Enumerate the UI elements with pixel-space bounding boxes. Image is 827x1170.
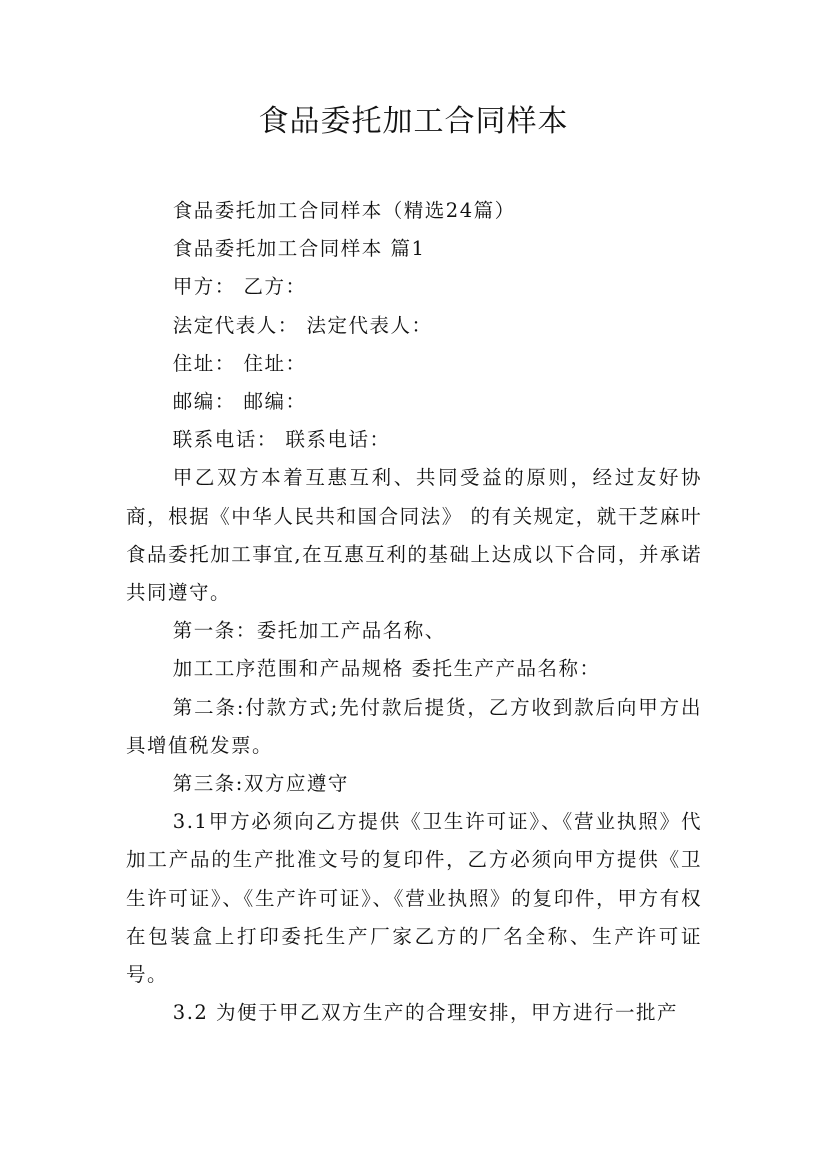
paragraph-article-1-scope: 加工工序范围和产品规格 委托生产产品名称： bbox=[172, 657, 601, 681]
document-title: 食品委托加工合同样本 bbox=[258, 104, 569, 139]
paragraph-article-1: 第一条：委托加工产品名称、 bbox=[172, 619, 446, 643]
paragraph-article-2: 第二条:付款方式;先付款后提货，乙方收到款后向甲方出具增值税发票。 bbox=[126, 695, 702, 757]
paragraph-clause-3-2: 3.2 为便于甲乙双方生产的合理安排，甲方进行一批产 bbox=[172, 1001, 679, 1025]
paragraph-legal-representative: 法定代表人： 法定代表人： bbox=[172, 313, 433, 337]
paragraph-preamble: 甲乙双方本着互惠互利、共同受益的原则，经过友好协商，根据《中华人民共和国合同法》 的有关规定，就干芝麻叶食品委托加工事宜,在互惠互利的基础上达成以下合同，并承诺共同遵守。 bbox=[126, 466, 702, 605]
paragraph-address: 住址： 住址： bbox=[172, 351, 307, 375]
document-body bbox=[126, 192, 702, 1032]
paragraph-parties: 甲方： 乙方： bbox=[172, 275, 307, 299]
paragraph-clause-3-1: 3.1甲方必须向乙方提供《卫生许可证》、《营业执照》代加工产品的生产批准文号的复印件，乙方必须向甲方提供《卫生许可证》、《生产许可证》、《营业执照》的复印件，甲方有权在包装盒上打印委托生产厂家乙方的厂名全称、生产许可证号。 bbox=[126, 810, 702, 987]
paragraph-subtitle: 食品委托加工合同样本（精选24篇） bbox=[172, 199, 516, 222]
paragraph-phone: 联系电话： 联系电话： bbox=[172, 428, 391, 452]
paragraph-postcode: 邮编： 邮编： bbox=[172, 390, 307, 414]
paragraph-article-3: 第三条:双方应遵守 bbox=[172, 772, 349, 796]
paragraph-chapter-heading: 食品委托加工合同样本 篇1 bbox=[172, 237, 426, 261]
